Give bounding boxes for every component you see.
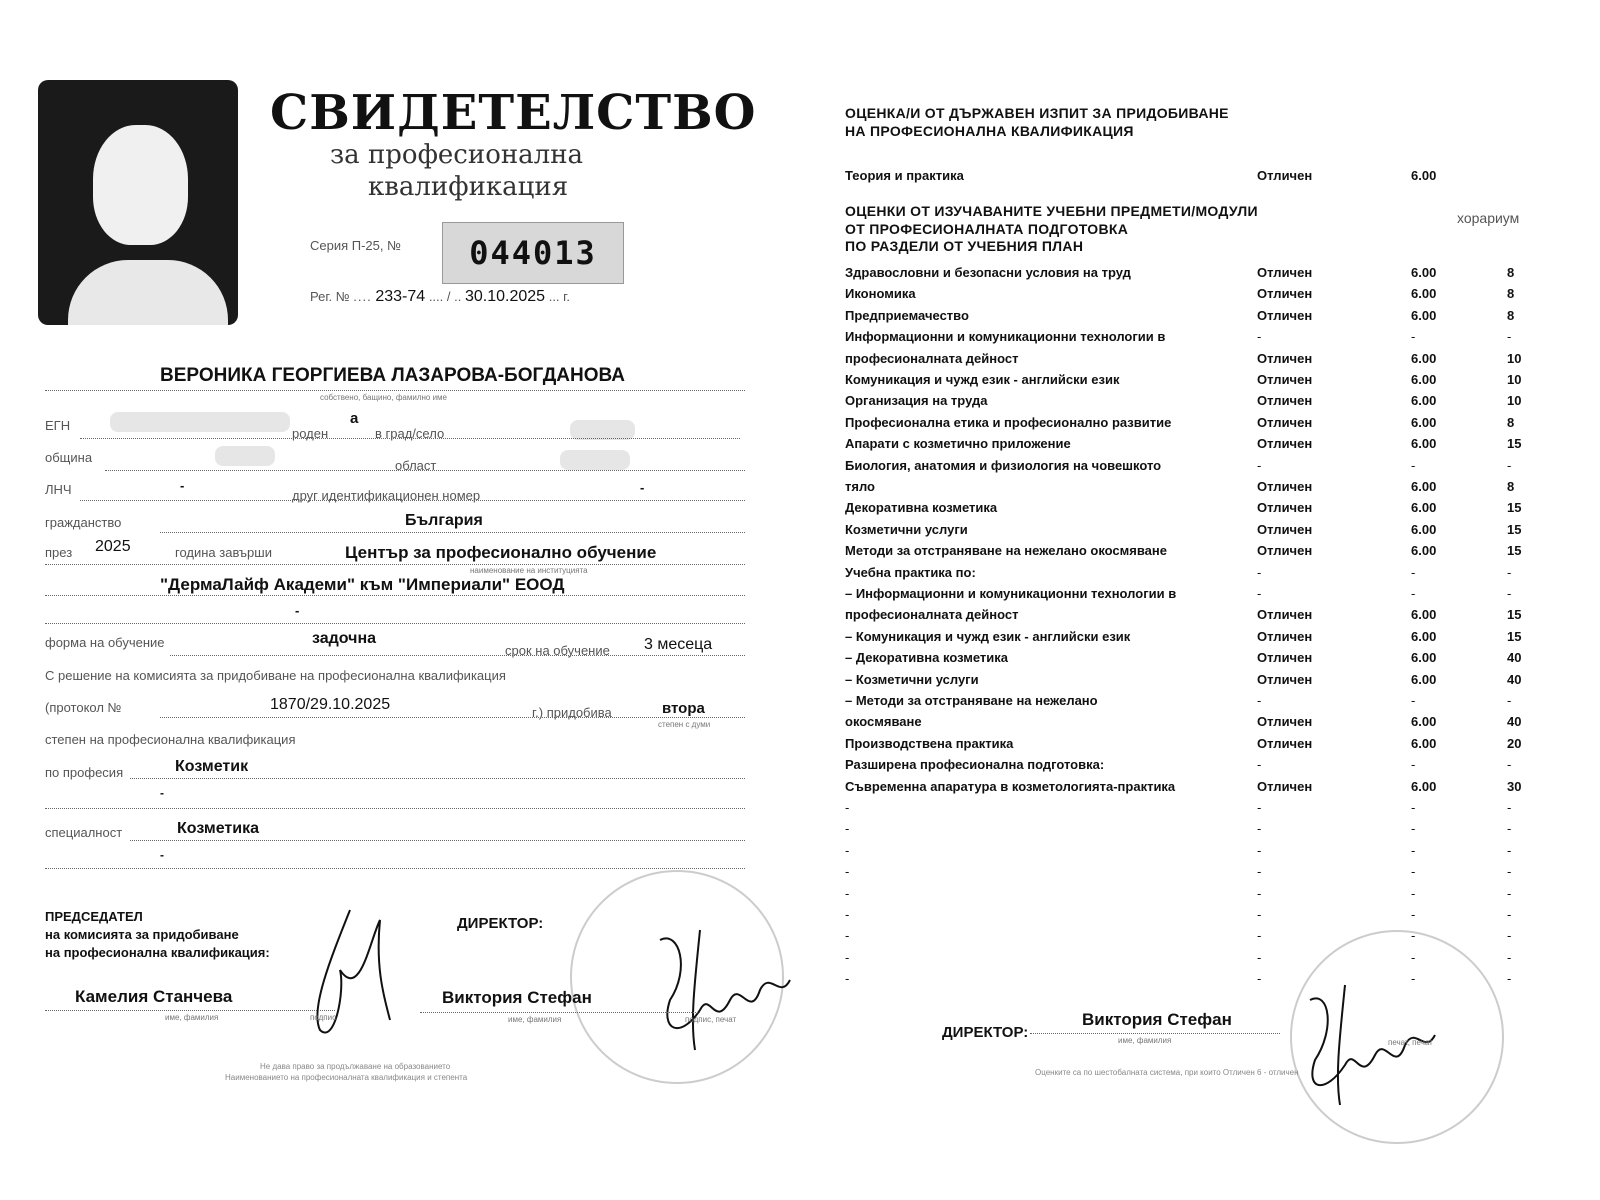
subject-name: Биология, анатомия и физиология на човешкото bbox=[845, 457, 1162, 473]
name-caption: собствено, бащино, фамилно име bbox=[320, 393, 448, 402]
institution-line-2: "ДермаЛайф Академи" към "Империали" ЕООД bbox=[160, 575, 565, 594]
subject-score: 6.00 bbox=[1411, 500, 1437, 516]
subject-hours: - bbox=[1507, 885, 1512, 901]
specialty-label: специалност bbox=[45, 825, 123, 840]
subject-grade: - bbox=[1257, 842, 1262, 858]
specialty-dash: - bbox=[160, 848, 164, 862]
subject-name: Методи за отстраняване на нежелано окосмяване bbox=[845, 543, 1167, 559]
director-signature-left bbox=[640, 920, 810, 1060]
subject-hours: 40 bbox=[1507, 714, 1522, 730]
subject-row bbox=[845, 500, 1535, 521]
subject-name: - bbox=[845, 885, 850, 901]
subject-score: 6.00 bbox=[1411, 778, 1437, 794]
degree-caption: степен с думи bbox=[658, 720, 711, 729]
subject-score: - bbox=[1411, 329, 1416, 345]
subject-row bbox=[845, 393, 1535, 414]
city-redacted bbox=[570, 420, 635, 440]
subject-hours: 8 bbox=[1507, 286, 1515, 302]
subject-row bbox=[845, 886, 1535, 907]
subject-name: Декоративна козметика bbox=[845, 500, 998, 516]
subject-name: Разширена професионална подготовка: bbox=[845, 757, 1105, 773]
subject-hours: - bbox=[1507, 693, 1512, 708]
protocol-label: (протокол № bbox=[45, 700, 122, 715]
subject-hours: - bbox=[1507, 564, 1512, 580]
completion-year: 2025 bbox=[95, 538, 131, 555]
subject-grade: - bbox=[1257, 885, 1262, 901]
profession-value: Козметик bbox=[175, 758, 249, 775]
reg-label: Рег. № bbox=[310, 289, 350, 304]
subject-name: - bbox=[845, 907, 850, 922]
subject-grade: Отличен bbox=[1257, 286, 1313, 302]
lnch-value: - bbox=[180, 478, 185, 493]
degree-value: втора bbox=[662, 700, 705, 717]
subject-hours: - bbox=[1507, 907, 1512, 922]
reg-suffix: г. bbox=[563, 289, 570, 304]
specialty-line-2 bbox=[45, 868, 745, 869]
subject-row bbox=[845, 522, 1535, 543]
chair-title-line-1: ПРЕДСЕДАТЕЛ bbox=[45, 909, 143, 924]
subject-row bbox=[845, 779, 1535, 800]
subject-grade: Отличен bbox=[1257, 436, 1313, 452]
completed-label: година завърши bbox=[175, 545, 272, 560]
subject-hours: - bbox=[1507, 949, 1512, 965]
study-form-line bbox=[170, 655, 745, 656]
region-label: област bbox=[395, 458, 437, 473]
subject-hours: - bbox=[1507, 457, 1512, 473]
lnch-line bbox=[80, 500, 745, 501]
citizenship-label: гражданство bbox=[45, 515, 122, 530]
subject-hours: 15 bbox=[1507, 607, 1522, 623]
subject-grade: Отличен bbox=[1257, 607, 1313, 623]
subject-score: 6.00 bbox=[1411, 393, 1437, 409]
subject-name: - bbox=[845, 800, 850, 815]
subject-score: 6.00 bbox=[1411, 286, 1437, 302]
subject-name: - bbox=[845, 928, 850, 944]
subject-score: - bbox=[1411, 564, 1416, 580]
subject-name: - bbox=[845, 949, 850, 965]
subject-score: 6.00 bbox=[1411, 479, 1437, 494]
subject-name: професионалната дейност bbox=[845, 607, 1019, 623]
subject-row bbox=[845, 565, 1535, 586]
subject-grade: - bbox=[1257, 864, 1262, 880]
chair-title-line-3: на професионална квалификация: bbox=[45, 945, 270, 961]
state-exam-grade: Отличен bbox=[1257, 168, 1313, 183]
subject-grade: Отличен bbox=[1257, 393, 1313, 409]
subject-score: 6.00 bbox=[1411, 350, 1437, 366]
subject-hours: - bbox=[1507, 757, 1512, 773]
subject-hours: - bbox=[1507, 800, 1512, 815]
subject-grade: Отличен bbox=[1257, 265, 1313, 280]
subject-grade: - bbox=[1257, 586, 1262, 601]
specialty-value: Козметика bbox=[177, 820, 259, 837]
subject-score: - bbox=[1411, 821, 1416, 837]
series-label: Серия П-25, № bbox=[310, 238, 402, 253]
subject-score: - bbox=[1411, 971, 1416, 987]
state-exam-header-line-1: ОЦЕНКА/И ОТ ДЪРЖАВЕН ИЗПИТ ЗА ПРИДОБИВАНЕ bbox=[845, 105, 1229, 121]
document-subtitle-2: квалификация bbox=[368, 172, 569, 202]
director-signature-right bbox=[1290, 970, 1460, 1110]
subject-row bbox=[845, 308, 1535, 329]
egn-label: ЕГН bbox=[45, 418, 71, 433]
specialty-line bbox=[130, 840, 745, 841]
subject-name: – Методи за отстраняване на нежелано bbox=[845, 693, 1098, 708]
subject-hours: 8 bbox=[1507, 307, 1515, 323]
subject-grade: - bbox=[1257, 821, 1262, 837]
other-id-value: - bbox=[640, 480, 645, 495]
subject-name: - bbox=[845, 821, 850, 837]
institution-dash: - bbox=[295, 603, 300, 618]
director-title-left: ДИРЕКТОР: bbox=[457, 915, 544, 932]
subject-score: 6.00 bbox=[1411, 521, 1437, 537]
subject-grade: Отличен bbox=[1257, 671, 1313, 687]
serial-number: 044013 bbox=[442, 222, 624, 284]
subject-row bbox=[845, 458, 1535, 479]
duration-value: 3 месеца bbox=[644, 636, 713, 653]
stamp-caption-left: подпис, печат bbox=[685, 1015, 737, 1024]
subject-hours: 15 bbox=[1507, 436, 1522, 452]
subject-grade: - bbox=[1257, 949, 1262, 965]
subject-name: – Информационни и комуникационни технологии в bbox=[845, 586, 1177, 601]
subject-hours: - bbox=[1507, 821, 1512, 837]
subject-row bbox=[845, 907, 1535, 928]
reg-date: 30.10.2025 bbox=[465, 288, 546, 305]
subject-name: – Декоративна козметика bbox=[845, 650, 1008, 666]
state-exam-subject: Теория и практика bbox=[845, 168, 964, 183]
subject-grade: Отличен bbox=[1257, 650, 1313, 666]
subject-row bbox=[845, 586, 1535, 607]
chair-title-line-2: на комисията за придобиване bbox=[45, 927, 239, 943]
degree-text: степен на професионална квалификация bbox=[45, 732, 296, 747]
director-name-caption-left: име, фамилия bbox=[508, 1015, 562, 1024]
hours-label: хорариум bbox=[1457, 210, 1520, 226]
subject-hours: 15 bbox=[1507, 521, 1522, 537]
subject-hours: 10 bbox=[1507, 372, 1522, 387]
municipality-line bbox=[105, 470, 745, 471]
subject-name: окосмяване bbox=[845, 714, 922, 730]
subject-name: - bbox=[845, 971, 850, 987]
chair-name-line bbox=[45, 1010, 335, 1011]
subject-row bbox=[845, 693, 1535, 714]
subject-grade: - bbox=[1257, 329, 1262, 345]
subject-grade: Отличен bbox=[1257, 778, 1313, 794]
subjects-header bbox=[845, 203, 1258, 256]
subject-grade: Отличен bbox=[1257, 500, 1313, 516]
profession-line bbox=[130, 778, 745, 779]
subject-score: - bbox=[1411, 800, 1416, 815]
subject-score: 6.00 bbox=[1411, 714, 1437, 730]
subject-name: Апарати с козметично приложение bbox=[845, 436, 1071, 452]
other-id-label: друг идентификационен номер bbox=[292, 488, 481, 503]
subject-score: - bbox=[1411, 586, 1416, 601]
subject-grade: Отличен bbox=[1257, 735, 1313, 751]
footer-note-2: Наименованието на професионалната квалификация и степента bbox=[225, 1073, 468, 1082]
subject-hours: - bbox=[1507, 928, 1512, 944]
region-redacted bbox=[560, 450, 630, 470]
subject-name: - bbox=[845, 864, 850, 880]
subject-score: - bbox=[1411, 842, 1416, 858]
subject-name: Производствена практика bbox=[845, 735, 1014, 751]
profession-label: по професия bbox=[45, 765, 124, 780]
director-name-line-right bbox=[1030, 1033, 1280, 1034]
subject-name: Организация на труда bbox=[845, 393, 988, 409]
subject-grade: - bbox=[1257, 757, 1262, 773]
holder-name: ВЕРОНИКА ГЕОРГИЕВА ЛАЗАРОВА-БОГДАНОВА bbox=[160, 365, 626, 386]
subject-grade: Отличен bbox=[1257, 372, 1313, 387]
subject-score: - bbox=[1411, 757, 1416, 773]
egn-redacted bbox=[110, 412, 290, 432]
state-exam-header-line-2: НА ПРОФЕСИОНАЛНА КВАЛИФИКАЦИЯ bbox=[845, 122, 1134, 139]
subject-score: 6.00 bbox=[1411, 307, 1437, 323]
subject-name: Икономика bbox=[845, 286, 916, 302]
citizenship-line bbox=[160, 532, 745, 533]
subject-row bbox=[845, 607, 1535, 628]
institution-line-2-rule bbox=[45, 595, 745, 596]
subject-score: - bbox=[1411, 907, 1416, 922]
subject-hours: 15 bbox=[1507, 628, 1522, 644]
subject-score: 6.00 bbox=[1411, 735, 1437, 751]
subject-row bbox=[845, 843, 1535, 864]
study-form-value: задочна bbox=[312, 630, 377, 647]
subject-grade: Отличен bbox=[1257, 479, 1313, 494]
subject-row bbox=[845, 629, 1535, 650]
subject-hours: 15 bbox=[1507, 500, 1522, 516]
reg-separator: / bbox=[446, 289, 451, 304]
subject-score: 6.00 bbox=[1411, 372, 1437, 387]
certificate-right-page bbox=[820, 60, 1560, 1150]
director-name-right: Виктория Стефан bbox=[1082, 1010, 1232, 1029]
subject-row bbox=[845, 479, 1535, 500]
acquires-label: г.) придобива bbox=[532, 705, 612, 720]
state-exam-row bbox=[845, 168, 1535, 189]
subject-hours: 20 bbox=[1507, 735, 1522, 751]
subject-hours: 10 bbox=[1507, 350, 1522, 366]
subject-grade: - bbox=[1257, 928, 1262, 944]
subject-hours: - bbox=[1507, 971, 1512, 987]
subject-grade: - bbox=[1257, 564, 1262, 580]
duration-label: срок на обучение bbox=[505, 643, 610, 658]
subject-grade: Отличен bbox=[1257, 543, 1313, 559]
subject-grade: Отличен bbox=[1257, 307, 1313, 323]
photo-face bbox=[93, 125, 188, 245]
name-line bbox=[45, 390, 745, 391]
subject-score: 6.00 bbox=[1411, 607, 1437, 623]
subject-score: - bbox=[1411, 885, 1416, 901]
holder-photo bbox=[38, 80, 238, 325]
decision-text: С решение на комисията за придобиване на професионална квалификация bbox=[45, 668, 506, 683]
subjects-header-line-1: ОЦЕНКИ ОТ ИЗУЧАВАНИТЕ УЧЕБНИ ПРЕДМЕТИ/МОДУЛИ bbox=[845, 203, 1258, 219]
subjects-header-line-3: ПО РАЗДЕЛИ ОТ УЧЕБНИЯ ПЛАН bbox=[845, 238, 1084, 254]
subject-row bbox=[845, 286, 1535, 307]
subject-grade: Отличен bbox=[1257, 414, 1313, 430]
subject-row bbox=[845, 672, 1535, 693]
subject-grade: - bbox=[1257, 457, 1262, 473]
protocol-value: 1870/29.10.2025 bbox=[270, 696, 391, 713]
subject-hours: - bbox=[1507, 842, 1512, 858]
subjects-header-line-2: ОТ ПРОФЕСИОНАЛНАТА ПОДГОТОВКА bbox=[845, 220, 1129, 237]
subject-hours: 8 bbox=[1507, 414, 1515, 430]
subject-score: 6.00 bbox=[1411, 650, 1437, 666]
subject-grade: Отличен bbox=[1257, 521, 1313, 537]
subject-name: Професионална етика и професионално развитие bbox=[845, 414, 1172, 430]
subject-row bbox=[845, 757, 1535, 778]
subject-grade: Отличен bbox=[1257, 714, 1313, 730]
citizenship-value: България bbox=[405, 512, 483, 529]
subject-grade: Отличен bbox=[1257, 350, 1313, 366]
subject-name: Съвременна апаратура в козметологията-практика bbox=[845, 778, 1176, 794]
subject-hours: - bbox=[1507, 864, 1512, 880]
subject-row bbox=[845, 714, 1535, 735]
subject-hours: 30 bbox=[1507, 778, 1522, 794]
subject-name: Информационни и комуникационни технологии в bbox=[845, 329, 1166, 345]
chair-name-caption: име, фамилия bbox=[165, 1013, 219, 1022]
institution-line-1-rule bbox=[45, 564, 745, 565]
subject-score: 6.00 bbox=[1411, 414, 1437, 430]
subject-name: Здравословни и безопасни условия на труд bbox=[845, 265, 1131, 280]
photo-shoulders bbox=[68, 260, 228, 325]
subject-grade: - bbox=[1257, 907, 1262, 922]
footer-note-right: Оценките са по шестобалната система, при които Отличен 6 - отличен bbox=[1035, 1068, 1299, 1077]
institution-caption: наименование на институцията bbox=[470, 566, 588, 575]
subject-hours: - bbox=[1507, 329, 1512, 345]
municipality-redacted bbox=[215, 446, 275, 466]
subject-row bbox=[845, 329, 1535, 350]
subject-score: - bbox=[1411, 864, 1416, 880]
subject-row bbox=[845, 415, 1535, 436]
subject-row bbox=[845, 736, 1535, 757]
subject-grade: - bbox=[1257, 971, 1262, 987]
subject-row bbox=[845, 436, 1535, 457]
subject-score: 6.00 bbox=[1411, 265, 1437, 280]
subject-score: - bbox=[1411, 457, 1416, 473]
subject-name: Комуникация и чужд език - английски език bbox=[845, 372, 1120, 387]
subject-name: професионалната дейност bbox=[845, 350, 1019, 366]
institution-line-1: Център за професионално обучение bbox=[345, 543, 657, 562]
subject-score: 6.00 bbox=[1411, 671, 1437, 687]
registration-line: Рег. № .... 233-74 .... / .. 30.10.2025 ... г. bbox=[310, 288, 570, 305]
subject-grade: Отличен bbox=[1257, 628, 1313, 644]
director-name-left: Виктория Стефан bbox=[442, 988, 592, 1007]
born-label: роден bbox=[292, 426, 329, 441]
subject-score: 6.00 bbox=[1411, 628, 1437, 644]
municipality-label: община bbox=[45, 450, 93, 465]
subject-hours: 40 bbox=[1507, 671, 1522, 687]
city-label: в град/село bbox=[375, 426, 445, 441]
subject-name: тяло bbox=[845, 479, 875, 494]
subject-score: 6.00 bbox=[1411, 436, 1437, 452]
subject-name: Козметични услуги bbox=[845, 521, 968, 537]
subject-score: - bbox=[1411, 693, 1416, 708]
subject-row bbox=[845, 650, 1535, 671]
subject-row bbox=[845, 800, 1535, 821]
subject-row bbox=[845, 864, 1535, 885]
subject-hours: 8 bbox=[1507, 265, 1515, 280]
subject-hours: 40 bbox=[1507, 650, 1522, 666]
chair-title bbox=[45, 908, 270, 963]
chair-sign-caption: подпис bbox=[310, 1013, 337, 1022]
subject-row bbox=[845, 372, 1535, 393]
institution-line-3-rule bbox=[45, 623, 745, 624]
profession-dash: - bbox=[160, 786, 164, 800]
subject-score: - bbox=[1411, 949, 1416, 965]
certificate-left-page bbox=[30, 60, 765, 1150]
stamp-caption-right: печат, печат bbox=[1388, 1038, 1433, 1047]
director-name-caption-right: име, фамилия bbox=[1118, 1036, 1172, 1045]
profession-line-2 bbox=[45, 808, 745, 809]
subject-grade: - bbox=[1257, 800, 1262, 815]
subject-score: 6.00 bbox=[1411, 543, 1437, 559]
state-exam-score: 6.00 bbox=[1411, 168, 1437, 183]
study-form-label: форма на обучение bbox=[45, 635, 165, 650]
subject-hours: 8 bbox=[1507, 479, 1515, 494]
footer-note-1: Не дава право за продължаване на образованието bbox=[260, 1062, 451, 1071]
state-exam-header bbox=[845, 105, 1229, 140]
subject-hours: 10 bbox=[1507, 393, 1522, 409]
chair-signature bbox=[290, 900, 410, 1050]
gender-suffix: а bbox=[350, 410, 359, 427]
subject-row bbox=[845, 351, 1535, 372]
egn-line bbox=[80, 438, 740, 439]
document-title: СВИДЕТЕЛСТВО bbox=[270, 85, 757, 141]
subject-score: - bbox=[1411, 928, 1416, 944]
protocol-line bbox=[160, 717, 745, 718]
subject-row bbox=[845, 821, 1535, 842]
subject-hours: 15 bbox=[1507, 543, 1522, 559]
subject-name: – Комуникация и чужд език - английски език bbox=[845, 628, 1131, 644]
reg-number: 233-74 bbox=[375, 288, 426, 305]
subject-name: - bbox=[845, 842, 850, 858]
director-title-right: ДИРЕКТОР: bbox=[942, 1024, 1029, 1041]
document-subtitle-1: за професионална bbox=[330, 140, 584, 170]
lnch-label: ЛНЧ bbox=[45, 482, 72, 497]
subject-row bbox=[845, 265, 1535, 286]
subject-hours: - bbox=[1507, 586, 1512, 601]
subject-grade: - bbox=[1257, 693, 1262, 708]
director-name-line-left bbox=[420, 1012, 700, 1013]
subject-row bbox=[845, 543, 1535, 564]
year-label: през bbox=[45, 545, 73, 560]
chair-name: Камелия Станчева bbox=[75, 987, 233, 1006]
subject-name: Предприемачество bbox=[845, 307, 969, 323]
subject-name: Учебна практика по: bbox=[845, 564, 976, 580]
subject-name: – Козметични услуги bbox=[845, 671, 979, 687]
